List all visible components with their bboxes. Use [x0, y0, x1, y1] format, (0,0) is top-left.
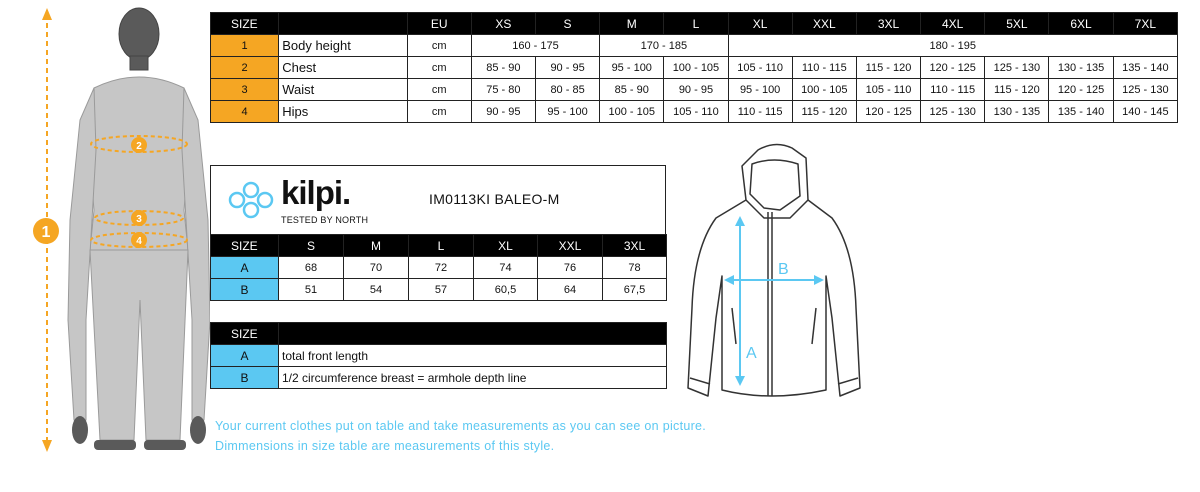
header-size: SIZE	[211, 13, 279, 35]
table-cell: 64	[538, 279, 603, 301]
row-letter: B	[211, 279, 279, 301]
header-l: L	[664, 13, 728, 35]
table-cell: 74	[474, 257, 538, 279]
table-cell: 135 - 140	[1113, 57, 1177, 79]
table-cell: 110 - 115	[921, 79, 985, 101]
header-xl: XL	[728, 13, 792, 35]
header-s: S	[279, 235, 344, 257]
row-unit: cm	[407, 35, 471, 57]
legend-header	[211, 323, 667, 345]
garment-table-header	[211, 235, 667, 257]
row-unit: cm	[407, 57, 471, 79]
header-xxl: XXL	[538, 235, 603, 257]
table-cell: 80 - 85	[535, 79, 599, 101]
table-cell: 115 - 120	[985, 79, 1049, 101]
header-4xl: 4XL	[921, 13, 985, 35]
table-cell: 76	[538, 257, 603, 279]
table-cell: 105 - 110	[728, 57, 792, 79]
table-cell: 135 - 140	[1049, 101, 1113, 123]
row-label: Chest	[279, 57, 407, 79]
header-xs: XS	[471, 13, 535, 35]
header-7xl: 7XL	[1113, 13, 1177, 35]
row-label: Waist	[279, 79, 407, 101]
row-number: 4	[211, 101, 279, 123]
table-row	[211, 367, 667, 389]
table-row	[211, 279, 667, 301]
brand-logo	[223, 174, 383, 230]
table-cell: 54	[344, 279, 409, 301]
table-cell: 130 - 135	[1049, 57, 1113, 79]
table-cell: 120 - 125	[1049, 79, 1113, 101]
table-cell: 140 - 145	[1113, 101, 1177, 123]
table-cell: 125 - 130	[921, 101, 985, 123]
height-marker: 1	[41, 224, 51, 241]
row-number: 2	[211, 57, 279, 79]
table-cell: 95 - 100	[728, 79, 792, 101]
table-cell: 120 - 125	[921, 57, 985, 79]
table-cell: 90 - 95	[471, 101, 535, 123]
table-cell: 100 - 105	[664, 57, 728, 79]
table-cell: 90 - 95	[535, 57, 599, 79]
row-number: 1	[211, 35, 279, 57]
table-cell: 75 - 80	[471, 79, 535, 101]
hips-marker: 4	[136, 236, 142, 247]
header-xxl: XXL	[792, 13, 856, 35]
table-row	[211, 79, 1178, 101]
header-eu: EU	[407, 13, 471, 35]
table-cell: 67,5	[603, 279, 667, 301]
table-cell: 125 - 130	[1113, 79, 1177, 101]
table-cell: 72	[409, 257, 474, 279]
table-row	[211, 257, 667, 279]
table-row	[211, 345, 667, 367]
table-cell: 90 - 95	[664, 79, 728, 101]
measurement-note	[215, 416, 706, 456]
legend-letter: A	[211, 345, 279, 367]
header-size: SIZE	[211, 235, 279, 257]
table-cell: 120 - 125	[856, 101, 920, 123]
chest-marker: 2	[136, 141, 142, 152]
style-code: IM0113KI BALEO-M	[429, 191, 560, 207]
legend-header-size: SIZE	[211, 323, 279, 345]
kilpi-logo-icon	[223, 178, 279, 222]
header-m: M	[600, 13, 664, 35]
header-3xl: 3XL	[856, 13, 920, 35]
row-label: Body height	[279, 35, 407, 57]
legend-letter: B	[211, 367, 279, 389]
table-cell: 105 - 110	[856, 79, 920, 101]
brand-tagline: TESTED BY NORTH	[281, 215, 369, 225]
table-cell: 57	[409, 279, 474, 301]
table-row	[211, 57, 1178, 79]
legend-header-blank	[279, 323, 667, 345]
waist-marker: 3	[136, 214, 142, 225]
table-cell: 115 - 120	[856, 57, 920, 79]
size-table-header	[211, 13, 1178, 35]
garment-size-table	[210, 234, 667, 301]
table-cell: 51	[279, 279, 344, 301]
header-5xl: 5XL	[985, 13, 1049, 35]
row-unit: cm	[407, 101, 471, 123]
table-cell: 85 - 90	[471, 57, 535, 79]
body-size-table	[210, 12, 1178, 123]
table-cell: 78	[603, 257, 667, 279]
table-cell: 70	[344, 257, 409, 279]
table-cell: 95 - 100	[535, 101, 599, 123]
table-cell: 68	[279, 257, 344, 279]
row-unit: cm	[407, 79, 471, 101]
legend-description: total front length	[279, 345, 667, 367]
measurement-legend-table	[210, 322, 667, 389]
table-cell: 100 - 105	[792, 79, 856, 101]
table-cell: 110 - 115	[728, 101, 792, 123]
header-3xl: 3XL	[603, 235, 667, 257]
table-row	[211, 35, 1178, 57]
header-s: S	[535, 13, 599, 35]
table-cell: 130 - 135	[985, 101, 1049, 123]
row-letter: A	[211, 257, 279, 279]
jacket-sketch-icon	[680, 138, 870, 418]
row-number: 3	[211, 79, 279, 101]
legend-description: 1/2 circumference breast = armhole depth line	[279, 367, 667, 389]
table-cell: 160 - 175	[471, 35, 599, 57]
table-cell: 95 - 100	[600, 57, 664, 79]
table-cell: 125 - 130	[985, 57, 1049, 79]
table-cell: 85 - 90	[600, 79, 664, 101]
product-info-box	[210, 165, 666, 234]
header-blank	[279, 13, 407, 35]
table-cell: 100 - 105	[600, 101, 664, 123]
table-cell: 105 - 110	[664, 101, 728, 123]
header-m: M	[344, 235, 409, 257]
brand-name: kilpi.	[281, 174, 351, 211]
body-measurement-figure	[0, 0, 210, 492]
table-cell: 115 - 120	[792, 101, 856, 123]
table-cell: 170 - 185	[600, 35, 728, 57]
header-xl: XL	[474, 235, 538, 257]
note-line-2: Dimmensions in size table are measurements of this style.	[215, 439, 555, 453]
note-line-1: Your current clothes put on table and take measurements as you can see on picture.	[215, 419, 707, 433]
jacket-marker-b: B	[778, 261, 789, 278]
table-cell: 60,5	[474, 279, 538, 301]
table-cell: 110 - 115	[792, 57, 856, 79]
header-6xl: 6XL	[1049, 13, 1113, 35]
table-row	[211, 101, 1178, 123]
header-l: L	[409, 235, 474, 257]
row-label: Hips	[279, 101, 407, 123]
jacket-marker-a: A	[746, 345, 757, 362]
table-cell: 180 - 195	[728, 35, 1177, 57]
